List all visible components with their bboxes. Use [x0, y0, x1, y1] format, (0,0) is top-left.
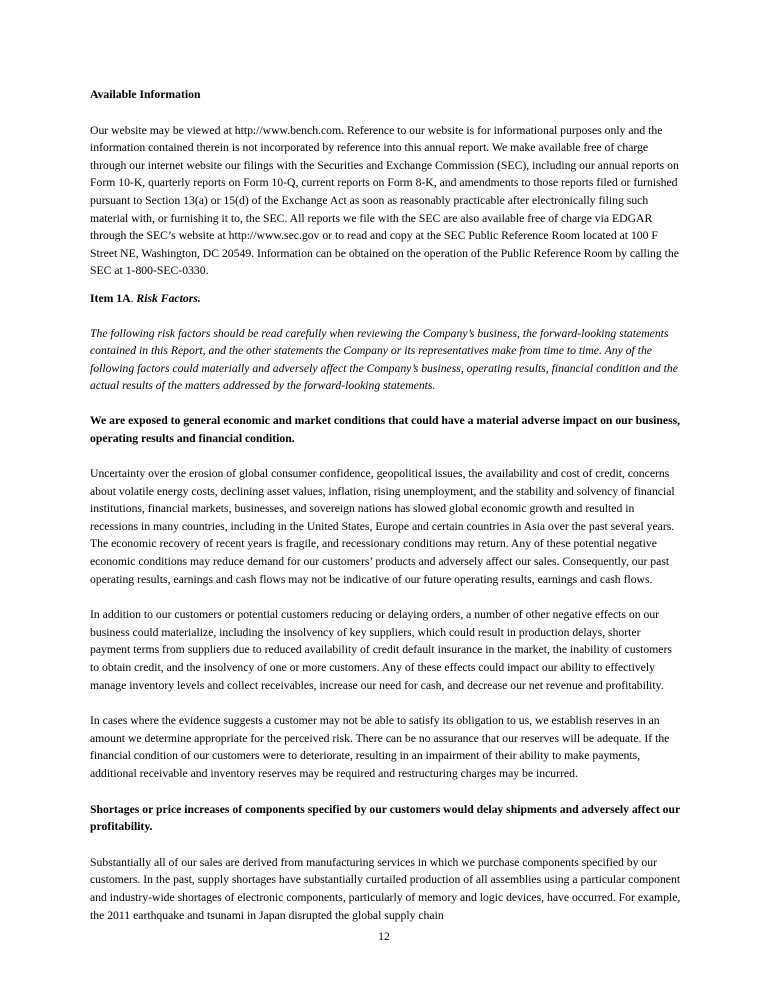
risk-component-shortages-heading: Shortages or price increases of components specified by our customers would delay shipments and adversely affect our profitability.: [90, 802, 680, 834]
page-number: 12: [378, 930, 390, 943]
available-information-paragraph: Our website may be viewed at http://www.bench.com. Reference to our website is for informational purposes only and the information contained therein is not incorporated by reference into this annual report. We make available free of charge through our internet website our filings with the Securities and Exchange Commission (SEC), including our annual reports on Form 10-K, quarterly reports on Form 10-Q, current reports on Form 8-K, and amendments to those reports filed or furnished pursuant to Section 13(a) or 15(d) of the Exchange Act as soon as reasonably practicable after electronically filing such material with, or furnishing it to, the SEC. All reports we file with the SEC are also available free of charge via EDGAR through the SEC’s website at http://www.sec.gov or to read and copy at the SEC Public Reference Room located at 100 F Street NE, Washington, DC 20549. Information can be obtained on the operation of the Public Reference Room by calling the SEC at 1-800-SEC-0330.: [90, 123, 679, 278]
risk-economic-paragraph-3: In cases where the evidence suggests a customer may not be able to satisfy its obligation to us, we establish reserves in an amount we determine appropriate for the perceived risk. There can be no assurance that our reserves will be adequate. If the financial condition of our customers were to deteriorate, resulting in an impairment of their ability to make payments, additional receivable and inventory reserves may be required and restructuring charges may be incurred.: [90, 714, 670, 780]
item-title: Risk Factors.: [136, 291, 201, 305]
risk-component-paragraph-1: Substantially all of our sales are derived from manufacturing services in which we purchase components specified by our customers. In the past, supply shortages have substantially curtailed production of all assemblies using a particular component and industry-wide shortages of electronic components, particularly of memory and logic devices, have occurred. For example, the 2011 earthquake and tsunami in Japan disrupted the global supply chain: [90, 855, 681, 922]
item-label: Item 1A: [90, 291, 131, 305]
available-information-heading: Available Information: [90, 88, 201, 101]
risk-factors-intro: The following risk factors should be read carefully when reviewing the Company’s business, the forward-looking statements contained in this Report, and the other statements the Company or its representatives make from time to time. Any of the following factors could materially and adversely affect the Company’s business, operating results, financial condition and the actual results of the matters addressed by the forward-looking statements.: [90, 326, 678, 393]
item-separator: .: [130, 291, 137, 305]
risk-economic-paragraph-1: Uncertainty over the erosion of global consumer confidence, geopolitical issues, the availability and cost of credit, concerns about volatile energy costs, declining asset values, inflation, rising unemployment, and the stability and solvency of financial institutions, financial markets, businesses, and sovereign nations has slowed global economic growth and resulted in recessions in many countries, including in the United States, Europe and certain countries in Asia over the past several years. The economic recovery of recent years is fragile, and recessionary conditions may return. Any of these potential negative economic conditions may reduce demand for our customers’ products and adversely affect our sales. Consequently, our past operating results, earnings and cash flows may not be indicative of our future operating results, earnings and cash flows.: [90, 467, 675, 586]
document-page: [90, 86, 682, 924]
risk-economic-conditions-heading: We are exposed to general economic and market conditions that could have a material adverse impact on our business, operating results and financial condition.: [90, 413, 681, 445]
item-1a-heading: [90, 290, 682, 308]
risk-economic-paragraph-2: In addition to our customers or potential customers reducing or delaying orders, a number of other negative effects on our business could materialize, including the insolvency of key suppliers, which could result in production delays, shorter payment terms from suppliers due to reduced availability of credit default insurance in the market, the inability of customers to obtain credit, and the insolvency of one or more customers. Any of these effects could impact our ability to effectively manage inventory levels and collect receivables, increase our need for cash, and decrease our net revenue and profitability.: [90, 608, 672, 692]
